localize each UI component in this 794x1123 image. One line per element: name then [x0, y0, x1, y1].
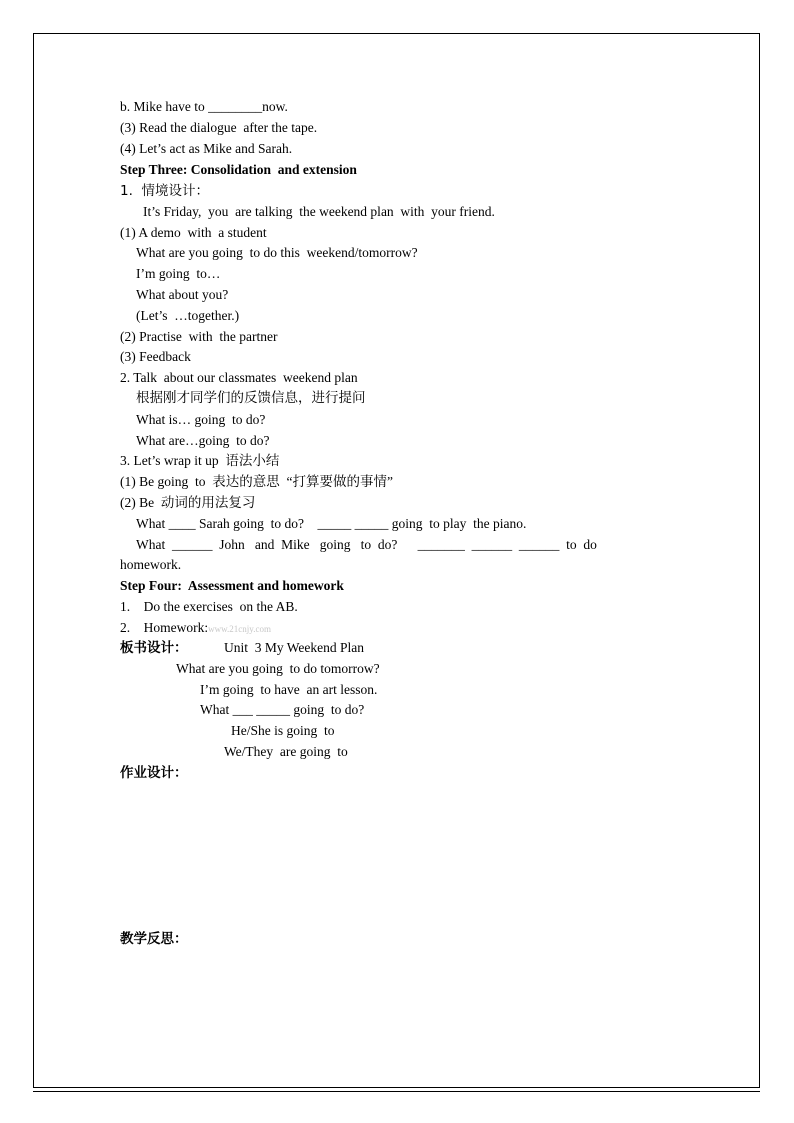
- text-line: (2) Practise with the partner: [120, 329, 278, 344]
- text-line: What is… going to do?: [136, 412, 266, 427]
- text-line: (3) Feedback: [120, 349, 191, 364]
- text-line: He/She is going to: [231, 723, 335, 738]
- board-design-label: 板书设计：: [120, 640, 188, 656]
- text-line: (3) Read the dialogue after the tape.: [120, 120, 318, 135]
- text-line: 3. Let’s wrap it up 语法小结: [120, 453, 280, 468]
- text-line: (4) Let’s act as Mike and Sarah.: [120, 141, 293, 156]
- text-line: 1. Do the exercises on the AB.: [120, 599, 298, 614]
- text-line: 2. Talk about our classmates weekend plan: [120, 370, 358, 385]
- text-line: What ___ _____ going to do?: [200, 702, 365, 717]
- text-line: b. Mike have to ________now.: [120, 99, 288, 114]
- homework-label: 2. Homework:: [120, 620, 209, 635]
- text-line: It’s Friday, you are talking the weekend plan with your friend.: [143, 204, 495, 219]
- text-line: (Let’s …together.): [136, 308, 240, 323]
- text-line: What are you going to do this weekend/tomorrow?: [136, 245, 418, 260]
- text-line: (1) Be going to 表达的意思 “打算要做的事情”: [120, 474, 393, 489]
- homework-design-label: 作业设计：: [120, 765, 188, 781]
- text-line: [120, 618, 271, 639]
- text-line: (1) A demo with a student: [120, 225, 267, 240]
- text-line: What ____ Sarah going to do? _____ _____ going to play the piano.: [136, 516, 527, 531]
- text-line: What are…going to do?: [136, 433, 270, 448]
- step-three-heading: Step Three: Consolidation and extension: [120, 162, 357, 177]
- text-line: We/They are going to: [224, 744, 348, 759]
- text-line: homework.: [120, 557, 182, 572]
- text-line: 根据刚才同学们的反馈信息，进行提问: [136, 390, 366, 406]
- step-four-heading: Step Four: Assessment and homework: [120, 578, 344, 593]
- text-line: (2) Be 动词的用法复习: [120, 495, 256, 510]
- text-line: What are you going to do tomorrow?: [176, 661, 380, 676]
- bottom-rule: [33, 1091, 760, 1092]
- text-line: I’m going to have an art lesson.: [200, 682, 378, 697]
- text-line: What ______ John and Mike going to do? _______ ______ ______ to do: [136, 537, 597, 552]
- text-line: I’m going to…: [136, 266, 221, 281]
- text-line: Unit 3 My Weekend Plan: [224, 640, 365, 655]
- text-line: 1. 情境设计：: [120, 183, 209, 199]
- text-line: What about you?: [136, 287, 229, 302]
- watermark: www.21cnjy.com: [208, 624, 271, 634]
- teaching-reflection-label: 教学反思：: [120, 931, 188, 947]
